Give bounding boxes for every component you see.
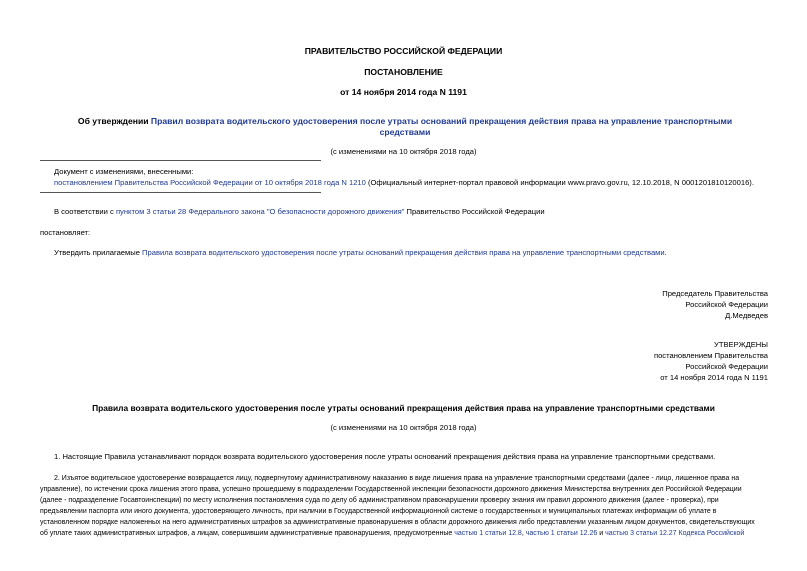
signature-block (500, 288, 768, 321)
document-date-number: от 14 ноября 2014 года N 1191 (340, 87, 467, 97)
approved-block (500, 339, 768, 383)
article-12-8-link[interactable]: частью 1 статьи 12.8 (454, 530, 522, 537)
document-type: ПОСТАНОВЛЕНИЕ (364, 67, 443, 77)
approved-rules-link[interactable]: Правила возврата водительского удостоверения после утраты оснований прекращения действия права на управление транспортными средствами (142, 248, 665, 257)
changes-line (54, 177, 799, 188)
preamble-prefix: В соответствии с (54, 207, 116, 216)
p2-sep-2: и (597, 530, 606, 537)
rules-title-link[interactable]: Правил возврата водительского удостоверения после утраты оснований прекращения действия права на управление транспортными средствами (150, 116, 733, 137)
changes-label: Документ с изменениями, внесенными: (54, 167, 194, 176)
rules-title: Правила возврата водительского удостоверения после утраты оснований прекращения действия права на управление транспортными средствами (92, 403, 715, 413)
approved-by: постановлением Правительства (653, 351, 768, 360)
amendment-link[interactable]: постановлением Правительства Российской Федерации от 10 октября 2018 года N 1210 (54, 178, 366, 187)
approve-prefix: Утвердить прилагаемые (54, 248, 143, 257)
approve-suffix: . (664, 248, 667, 257)
approved-heading: УТВЕРЖДЕНЫ (714, 340, 768, 349)
approved-country: Российской Федерации (685, 362, 768, 371)
preamble (54, 206, 794, 217)
p2-sep-1: , (521, 530, 526, 537)
p2-line-1: 2. Изъятое водительское удостоверение возвращается лицу, подвергнутому административному наказанию в виде лишения права на управление транспортными средствами (далее - лицо, лишенное права на (54, 475, 740, 482)
divider-top (40, 160, 321, 161)
government-heading: ПРАВИТЕЛЬСТВО РОССИЙСКОЙ ФЕДЕРАЦИИ (304, 46, 503, 56)
article-12-27-link[interactable]: частью 3 статьи 12.27 (605, 530, 677, 537)
approved-date: от 14 ноября 2014 года N 1191 (660, 373, 768, 382)
article-12-26-link[interactable]: частью 1 статьи 12.26 (525, 530, 598, 537)
divider-bottom (40, 192, 321, 193)
federal-law-link[interactable]: пунктом 3 статьи 28 Федерального закона "О безопасности дорожного движения" (115, 207, 405, 216)
p2-line-6-prefix: об уплате таких административных штрафов, а лицам, совершившим административные правонарушения, предусмотренные (40, 530, 455, 537)
p2-line-4: предъявлении паспорта или иного документа, удостоверяющего личность, при наличии в Государственной информационной системе о государственных и муниципальных платежах информации об уплате в (40, 508, 717, 515)
rules-paragraph-1: 1. Настоящие Правила устанавливают порядок возврата водительского удостоверения после утраты оснований прекращения действия права на управление транспортными средствами. (54, 452, 716, 461)
title-prefix: Об утверждении (77, 116, 151, 126)
signature-position: Председатель Правительства (662, 289, 768, 298)
rules-paragraph-2 (40, 473, 768, 539)
p2-line-6 (40, 528, 768, 539)
code-link[interactable]: Кодекса Российской (678, 530, 745, 537)
p2-line-5: установленном порядке наложенных на него административных штрафов за административные правонарушения в области дорожного движения либо представлении указанным лицом документов, свидетельствующих (40, 519, 755, 526)
signature-country: Российской Федерации (685, 300, 768, 309)
title-revision: (с изменениями на 10 октября 2018 года) (330, 147, 477, 156)
decides-text: постановляет: (40, 228, 91, 237)
p2-line-3: (далее - подразделение Госавтоинспекции) по месту исполнения постановления суда по делу об административном правонарушении проверку знания им правил дорожного движения (далее - проверка), при (40, 497, 719, 504)
document-title (60, 116, 750, 138)
signature-name: Д.Медведев (725, 311, 768, 320)
p2-line-2: управление), по истечении срока лишения этого права, успешно прошедшему в подразделении Государственной инспекции безопасности дорожного движения Министерства внутренних дел Российской Федерации (40, 486, 742, 493)
approve-paragraph (54, 247, 799, 258)
amendment-source: (Официальный интернет-портал правовой информации www.pravo.gov.ru, 12.10.2018, N 0001201810120016). (365, 178, 754, 187)
preamble-suffix: Правительство Российской Федерации (404, 207, 545, 216)
rules-revision: (с изменениями на 10 октября 2018 года) (330, 423, 477, 432)
